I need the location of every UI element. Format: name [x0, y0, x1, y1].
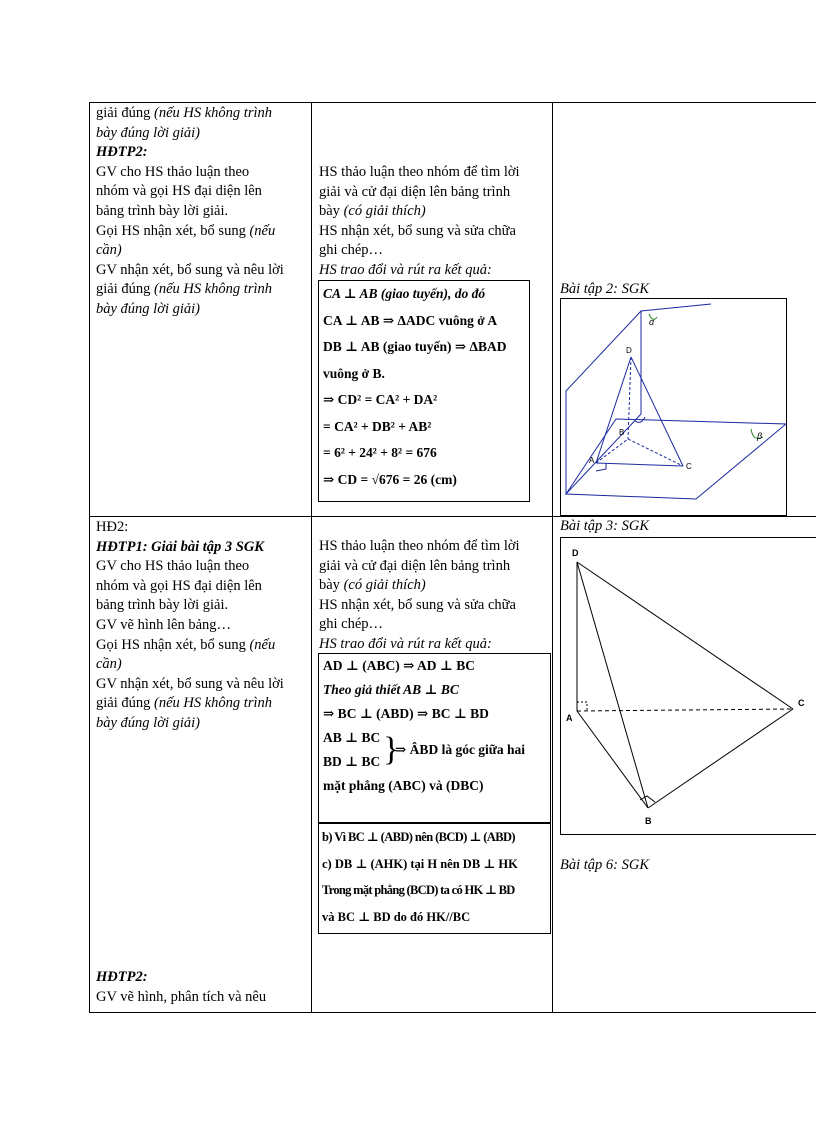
solution-box-exercise3b: [318, 823, 551, 934]
text: giải và cử đại diện lên bảng trình: [319, 557, 511, 574]
text: Gọi HS nhận xét, bổ sung: [96, 636, 250, 653]
tetrahedron-figure: [561, 538, 816, 836]
text: (nếu HS không trình: [154, 105, 272, 121]
math-line: AD ⊥ (ABC) ⇒ AD ⊥ BC: [323, 658, 475, 673]
label-D: D: [626, 346, 632, 355]
text: bày: [319, 203, 344, 220]
solution-box-exercise3a: [318, 653, 551, 823]
hdtp1-heading: HĐTP1: Giải bài tập 3 SGK: [96, 538, 264, 555]
text: nhóm và gọi HS đại diện lên: [96, 183, 262, 200]
math-line: và BC ⊥ BD do đó HK//BC: [322, 909, 471, 924]
label-alpha: α: [649, 317, 655, 327]
text: GV vẽ hình lên bảng…: [96, 616, 232, 633]
table-border-left: [89, 102, 90, 1012]
text: (nếu HS không trình: [154, 281, 272, 298]
math-line: Trong mặt phẳng (BCD) ta có HK ⊥ BD: [322, 883, 515, 897]
math-line: AB ⊥ BC: [323, 730, 381, 745]
row2-student-activity: [319, 537, 549, 655]
text: bày đúng lời giải): [96, 714, 200, 731]
hdtp2-heading: HĐTP2:: [96, 969, 148, 985]
label-C: C: [686, 462, 692, 471]
text: (nếu HS không trình: [154, 695, 272, 712]
text: bày: [319, 577, 344, 594]
brace: }: [383, 731, 400, 768]
text: HS nhận xét, bổ sung và sửa chữa: [319, 222, 516, 239]
math-line: Theo giả thiết AB ⊥ BC: [323, 682, 459, 697]
math-line: DB ⊥ AB (giao tuyến) ⇒ ΔBAD: [323, 339, 507, 354]
hd2-heading: HĐ2:: [96, 519, 129, 535]
row1-teacher-activity: [96, 104, 306, 320]
text: GV cho HS thảo luận theo: [96, 163, 250, 180]
label-beta: β: [757, 431, 763, 441]
text: cần): [96, 242, 122, 259]
text: HS nhận xét, bổ sung và sửa chữa: [319, 596, 516, 613]
solution-box-exercise2: [318, 280, 530, 502]
text: GV vẽ hình, phân tích và nêu: [96, 988, 267, 1005]
label-B: B: [619, 428, 625, 437]
math-line: CA ⊥ AB (giao tuyến), do đó: [323, 286, 486, 301]
math-line: mặt phẳng (ABC) và (DBC): [323, 778, 484, 793]
exercise3-figure: [560, 537, 816, 835]
text: HS thảo luận theo nhóm để tìm lời: [319, 164, 520, 180]
text: giải và cử đại diện lên bảng trình: [319, 183, 511, 200]
row2-teacher-activity: [96, 518, 306, 734]
math-line: ⇒ CD² = CA² + DA²: [323, 392, 438, 407]
text: HS thảo luận theo nhóm để tìm lời: [319, 538, 520, 554]
math-line: c) DB ⊥ (AHK) tại H nên DB ⊥ HK: [322, 856, 518, 871]
label-D: D: [572, 548, 579, 558]
text: bày đúng lời giải): [96, 300, 200, 317]
label-C: C: [798, 698, 805, 708]
row2-teacher-activity-hdtp2: [96, 968, 306, 1007]
text: nhóm và gọi HS đại diện lên: [96, 577, 262, 594]
text: ghi chép…: [319, 616, 384, 633]
math-line: CA ⊥ AB ⇒ ΔADC vuông ở A: [323, 312, 498, 328]
exercise2-figure: [560, 298, 787, 516]
math-line: BD ⊥ BC: [323, 754, 381, 769]
text: giải đúng: [96, 695, 154, 712]
table-divider-col1: [311, 102, 312, 1012]
text: HS trao đổi và rút ra kết quả:: [319, 635, 492, 652]
label-A: A: [589, 456, 595, 465]
math-line: = CA² + DB² + AB²: [323, 418, 432, 434]
label-B: B: [645, 816, 652, 826]
hdtp2-heading: HĐTP2:: [96, 144, 148, 161]
text: ghi chép…: [319, 242, 384, 259]
text: GV nhận xét, bổ sung và nêu lời: [96, 261, 284, 278]
text: (có giải thích): [343, 577, 426, 594]
exercise6-label: Bài tập 6: SGK: [560, 857, 650, 873]
math-line: vuông ở B.: [323, 365, 385, 381]
table-divider-col2: [552, 102, 553, 1012]
exercise3-label: Bài tập 3: SGK: [560, 518, 650, 534]
text: bảng trình bày lời giải.: [96, 597, 229, 614]
text: giải đúng: [96, 105, 154, 121]
math-line: ⇒ ÂBD là góc giữa hai: [395, 742, 526, 757]
text: GV cho HS thảo luận theo: [96, 558, 250, 575]
text: cần): [96, 656, 122, 673]
exercise2-label: Bài tập 2: SGK: [560, 281, 650, 297]
label-A: A: [566, 713, 573, 723]
row1-student-activity: [319, 163, 549, 281]
text: Gọi HS nhận xét, bổ sung: [96, 222, 250, 239]
text: (nếu: [249, 636, 276, 653]
math-line: ⇒ CD = √676 = 26 (cm): [323, 471, 457, 487]
math-line: = 6² + 24² + 8² = 676: [323, 445, 437, 460]
table-border-top: [89, 102, 816, 103]
text: bảng trình bày lời giải.: [96, 202, 229, 219]
text: bày đúng lời giải): [96, 124, 200, 141]
math-line: b) Vì BC ⊥ (ABD) nên (BCD) ⊥ (ABD): [322, 830, 515, 844]
text: GV nhận xét, bổ sung và nêu lời: [96, 675, 284, 692]
text: giải đúng: [96, 281, 154, 298]
dihedral-figure: [561, 299, 788, 517]
text: (nếu: [249, 222, 276, 239]
table-border-bottom: [89, 1012, 816, 1013]
math-line: ⇒ BC ⊥ (ABD) ⇒ BC ⊥ BD: [323, 706, 489, 721]
text: (có giải thích): [343, 203, 426, 220]
text: HS trao đổi và rút ra kết quả:: [319, 261, 492, 278]
